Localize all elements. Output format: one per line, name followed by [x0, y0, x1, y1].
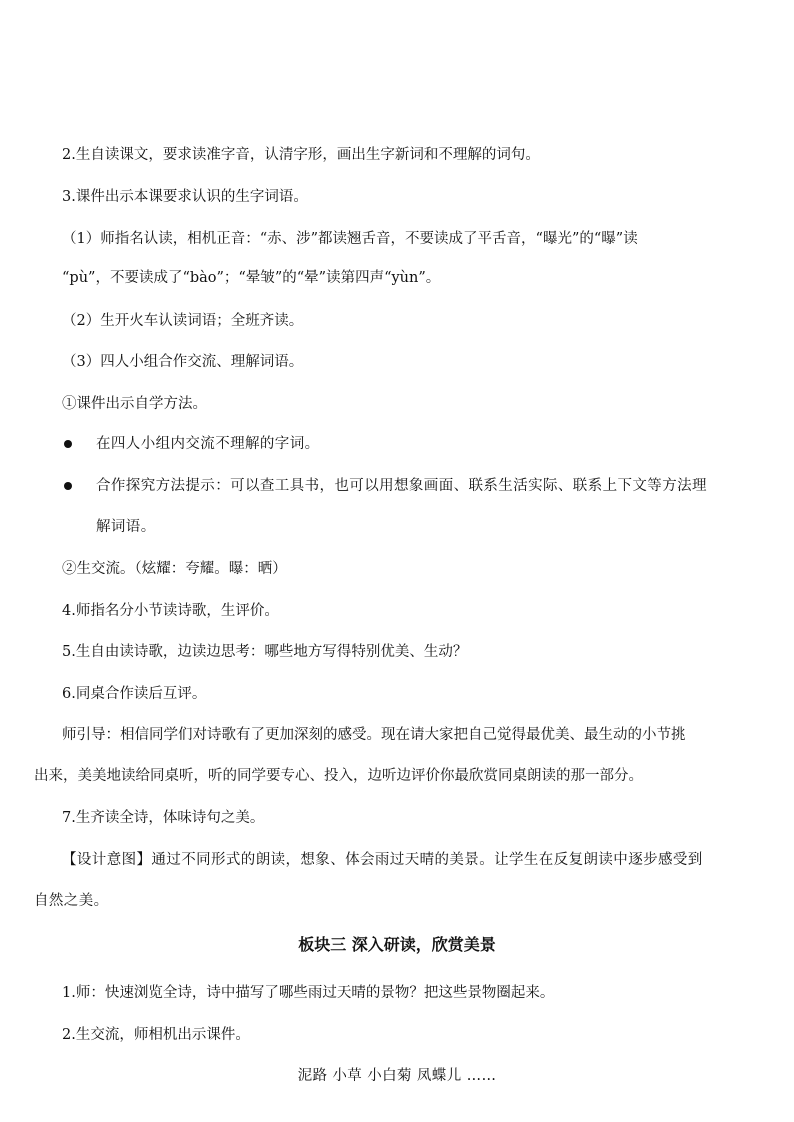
paragraph-continuation: 出来，美美地读给同桌听，听的同学要专心、投入，边听边评价你最欣赏同桌朗读的那一部分。	[34, 768, 643, 784]
design-intent: 【设计意图】通过不同形式的朗读，想象、体会雨过天晴的美景。让学生在反复朗读中逐步感受到	[62, 852, 703, 868]
paragraph: 2.生自读课文，要求读准字音，认清字形，画出生字新词和不理解的词句。	[62, 147, 540, 163]
paragraph: （2）生开火车认读词语；全班齐读。	[62, 313, 304, 329]
paragraph: 5.生自由读诗歌，边读边思考：哪些地方写得特别优美、生动？	[62, 644, 468, 660]
paragraph: ①课件出示自学方法。	[62, 396, 207, 412]
paragraph: ②生交流。（炫耀：夸耀。曝：晒）	[62, 561, 287, 577]
paragraph: 3.课件出示本课要求认识的生字词语。	[62, 189, 308, 205]
word-list: 泥路 小草 小白菊 凤蝶儿 ……	[297, 1068, 497, 1084]
paragraph: 6.同桌合作读后互评。	[62, 686, 207, 702]
paragraph: 师引导：相信同学们对诗歌有了更加深刻的感受。现在请大家把自己觉得最优美、最生动的小节挑	[62, 727, 686, 743]
bullet-icon	[64, 482, 72, 490]
section-heading: 板块三 深入研读，欣赏美景	[298, 935, 496, 954]
paragraph: 7.生齐读全诗，体味诗句之美。	[62, 810, 265, 826]
paragraph: 2.生交流，师相机出示课件。	[62, 1027, 250, 1043]
paragraph: （1）师指名认读，相机正音：“赤、涉”都读翘舌音，不要读成了平舌音，“曝光”的“曝”读	[62, 231, 638, 247]
design-intent-continuation: 自然之美。	[34, 893, 109, 909]
paragraph: （3）四人小组合作交流、理解词语。	[62, 354, 304, 370]
paragraph: 4.师指名分小节读诗歌，生评价。	[62, 603, 279, 619]
bullet-icon	[64, 440, 72, 448]
bullet-item: 在四人小组内交流不理解的字词。	[96, 436, 320, 452]
bullet-item-continuation: 解词语。	[96, 519, 156, 535]
paragraph: 1.师：快速浏览全诗，诗中描写了哪些雨过天晴的景物？把这些景物圈起来。	[62, 985, 555, 1001]
paragraph-continuation: “pù”，不要读成了“bào”；“晕皱”的“晕”读第四声“yùn”。	[62, 270, 441, 286]
bullet-item: 合作探究方法提示：可以查工具书，也可以用想象画面、联系生活实际、联系上下文等方法理	[96, 478, 707, 494]
